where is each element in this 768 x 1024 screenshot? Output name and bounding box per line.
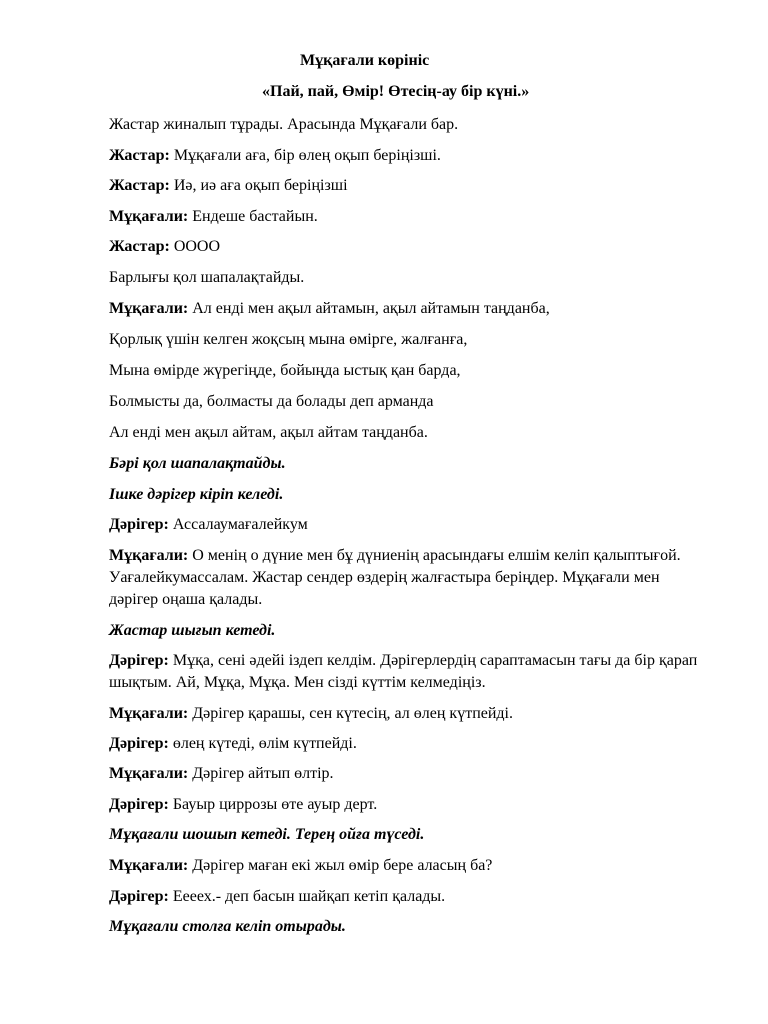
dialogue-line	[109, 763, 709, 785]
dialogue-text: ОООО	[169, 238, 221, 255]
poem-text: Болмысты да, болмасты да болады деп арманда	[109, 393, 434, 410]
narration-text: Жастар жиналып тұрады. Арасында Мұқағали бар.	[109, 116, 459, 133]
speaker-name: Мұқағали:	[109, 857, 189, 874]
dialogue-text: өлең күтеді, өлім күтпейді.	[168, 735, 357, 752]
dialogue-line	[109, 886, 709, 908]
poem-line	[109, 329, 709, 351]
narration-line	[109, 267, 709, 289]
stage-direction: Бәрі қол шапалақтайды.	[109, 455, 286, 472]
dialogue-line	[109, 545, 709, 611]
narration-text: Барлығы қол шапалақтайды.	[109, 269, 305, 286]
speaker-name: Жастар:	[109, 177, 170, 194]
dialogue-line	[109, 206, 709, 228]
speaker-name: Мұқағали:	[109, 547, 189, 564]
document-title: Мұқағали көрініс	[300, 52, 430, 69]
document-subtitle: «Пай, пай, Өмір! Өтесің-ау бір күні.»	[262, 83, 530, 100]
dialogue-text: О менің о дүние мен бұ дүниенің арасындағы елшім келіп қалыптығой. Уағалейкумассалам. Жастар сендер өздерің жалғастыра беріңдер. Мұқағали мен дәрігер оңаша қалады.	[109, 547, 681, 608]
dialogue-line	[109, 650, 709, 694]
dialogue-text: Ендеше бастайын.	[188, 208, 318, 225]
stage-direction: Ішке дәрігер кіріп келеді.	[109, 486, 284, 503]
speaker-name: Мұқағали:	[109, 300, 189, 317]
speaker-name: Дәрігер:	[109, 735, 169, 752]
speaker-name: Мұқағали:	[109, 208, 189, 225]
dialogue-text: Ал енді мен ақыл айтамын, ақыл айтамын таңданба,	[188, 300, 550, 317]
dialogue-line	[109, 733, 709, 755]
speaker-name: Дәрігер:	[109, 796, 169, 813]
dialogue-text: Мұқа, сені әдейі іздеп келдім. Дәрігерлердің сараптамасын тағы да бір қарап шықтым. Ай, Мұқа, Мұқа. Мен сізді күттім келмедіңіз.	[109, 652, 698, 691]
dialogue-text: Мұқағали аға, бір өлең оқып беріңізші.	[169, 147, 441, 164]
dialogue-line	[109, 145, 709, 167]
dialogue-line	[109, 794, 709, 816]
dialogue-line	[109, 175, 709, 197]
dialogue-text: Иә, иә аға оқып беріңізші	[169, 177, 348, 194]
speaker-name: Дәрігер:	[109, 652, 169, 669]
dialogue-text: Дәрігер қарашы, сен күтесің, ал өлең күтпейді.	[188, 705, 513, 722]
dialogue-line	[109, 855, 709, 877]
dialogue-text: Ассалаумағалейкум	[168, 516, 308, 533]
dialogue-line	[109, 703, 709, 725]
poem-text: Мына өмірде жүрегіңде, бойыңда ыстық қан барда,	[109, 362, 461, 379]
poem-line	[109, 360, 709, 382]
poem-line	[109, 422, 709, 444]
speaker-name: Дәрігер:	[109, 888, 169, 905]
speaker-name: Мұқағали:	[109, 765, 189, 782]
dialogue-text: Дәрігер маған екі жыл өмір бере аласың ба?	[188, 857, 493, 874]
speaker-name: Жастар:	[109, 147, 170, 164]
poem-text: Қорлық үшін келген жоқсың мына өмірге, жалғанға,	[109, 331, 468, 348]
dialogue-line	[109, 298, 709, 320]
dialogue-text: Еееех.- деп басын шайқап кетіп қалады.	[168, 888, 446, 905]
stage-direction: Мұқағали столға келіп отырады.	[109, 918, 346, 935]
speaker-name: Мұқағали:	[109, 705, 189, 722]
narration-line	[109, 114, 709, 136]
dialogue-text: Дәрігер айтып өлтір.	[188, 765, 334, 782]
dialogue-text: Бауыр циррозы өте ауыр дерт.	[168, 796, 378, 813]
speaker-name: Дәрігер:	[109, 516, 169, 533]
poem-text: Ал енді мен ақыл айтам, ақыл айтам таңданба.	[109, 424, 428, 441]
stage-direction: Жастар шығып кетеді.	[109, 622, 276, 639]
stage-direction: Мұқағали шошып кетеді. Терең ойға түседі.	[109, 826, 425, 843]
speaker-name: Жастар:	[109, 238, 170, 255]
dialogue-line	[109, 236, 709, 258]
poem-line	[109, 391, 709, 413]
dialogue-line	[109, 514, 709, 536]
